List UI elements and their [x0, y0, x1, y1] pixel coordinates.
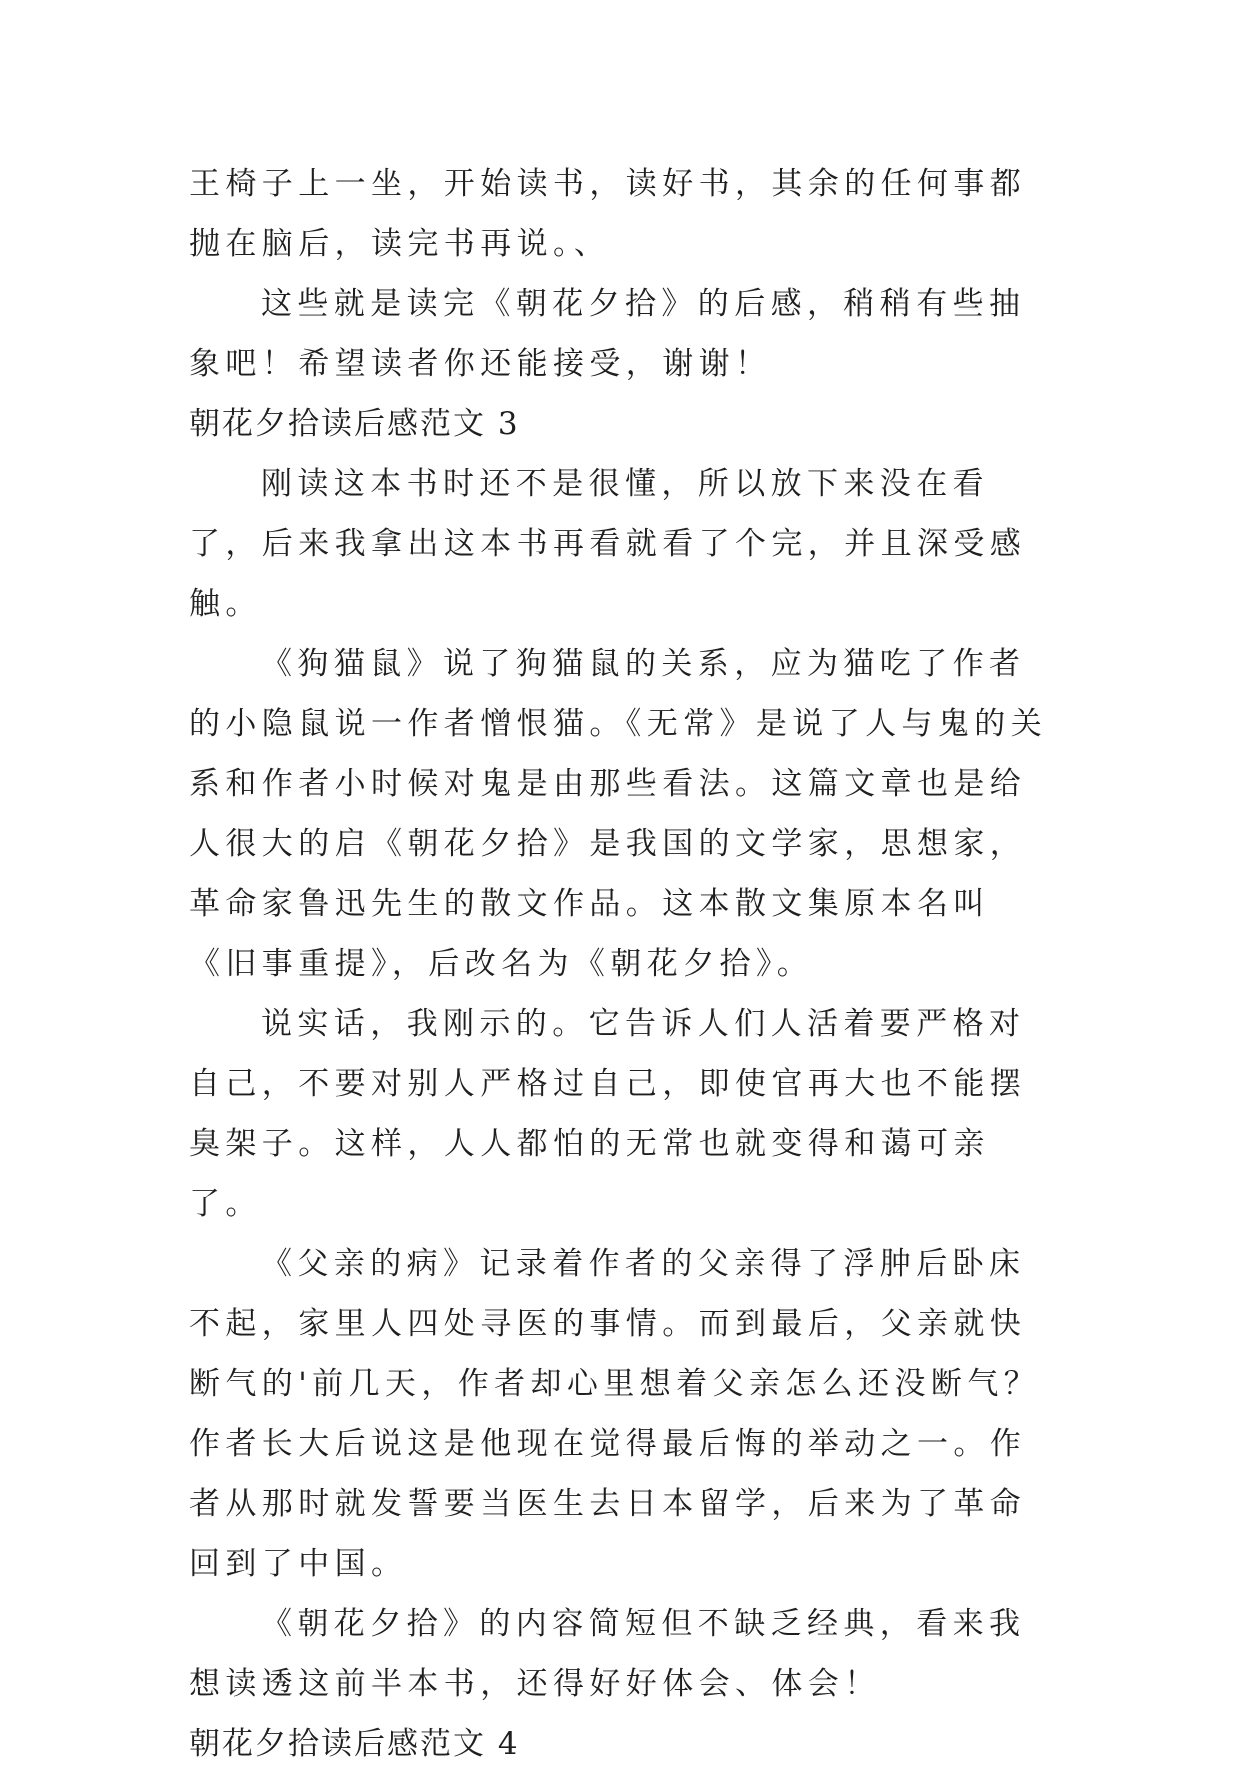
paragraph-honest-opinion: 说实话，我刚示的。它告诉人们人活着要严格对自己，不要对别人严格过自己，即使官再大也不能摆臭架子。这样，人人都怕的无常也就变得和蔼可亲了。	[189, 1006, 1027, 1222]
paragraph-closing-remark: 这些就是读完《朝花夕拾》的后感，稍稍有些抽象吧！希望读者你还能接受，谢谢！	[189, 286, 1026, 382]
document-body	[189, 154, 1049, 1774]
essay-heading-3: 朝花夕拾读后感范文 3	[189, 406, 520, 442]
essay-heading-4: 朝花夕拾读后感范文 4	[189, 1726, 520, 1762]
paragraph-dog-cat-mouse: 《狗猫鼠》说了狗猫鼠的关系，应为猫吃了作者的小隐鼠说一作者憎恨猫。《无常》是说了人与鬼的关系和作者小时候对鬼是由那些看法。这篇文章也是给人很大的启《朝花夕拾》是我国的文学家，思想家，革命家鲁迅先生的散文作品。这本散文集原本名叫《旧事重提》，后改名为《朝花夕拾》。	[189, 646, 1048, 982]
paragraph-first-reading: 刚读这本书时还不是很懂，所以放下来没在看了，后来我拿出这本书再看就看了个完，并且深受感触。	[189, 466, 1027, 622]
paragraph-father-illness: 《父亲的病》记录着作者的父亲得了浮肿后卧床不起，家里人四处寻医的事情。而到最后，父亲就快断气的'前几天，作者却心里想着父亲怎么还没断气？作者长大后说这是他现在觉得最后悔的举动之一。作者从那时就发誓要当医生去日本留学，后来为了革命回到了中国。	[189, 1246, 1041, 1582]
paragraph-conclusion: 《朝花夕拾》的内容简短但不缺乏经典，看来我想读透这前半本书，还得好好体会、体会！	[189, 1606, 1026, 1702]
paragraph-continuation: 王椅子上一坐，开始读书，读好书，其余的任何事都抛在脑后，读完书再说。、	[189, 166, 1027, 262]
